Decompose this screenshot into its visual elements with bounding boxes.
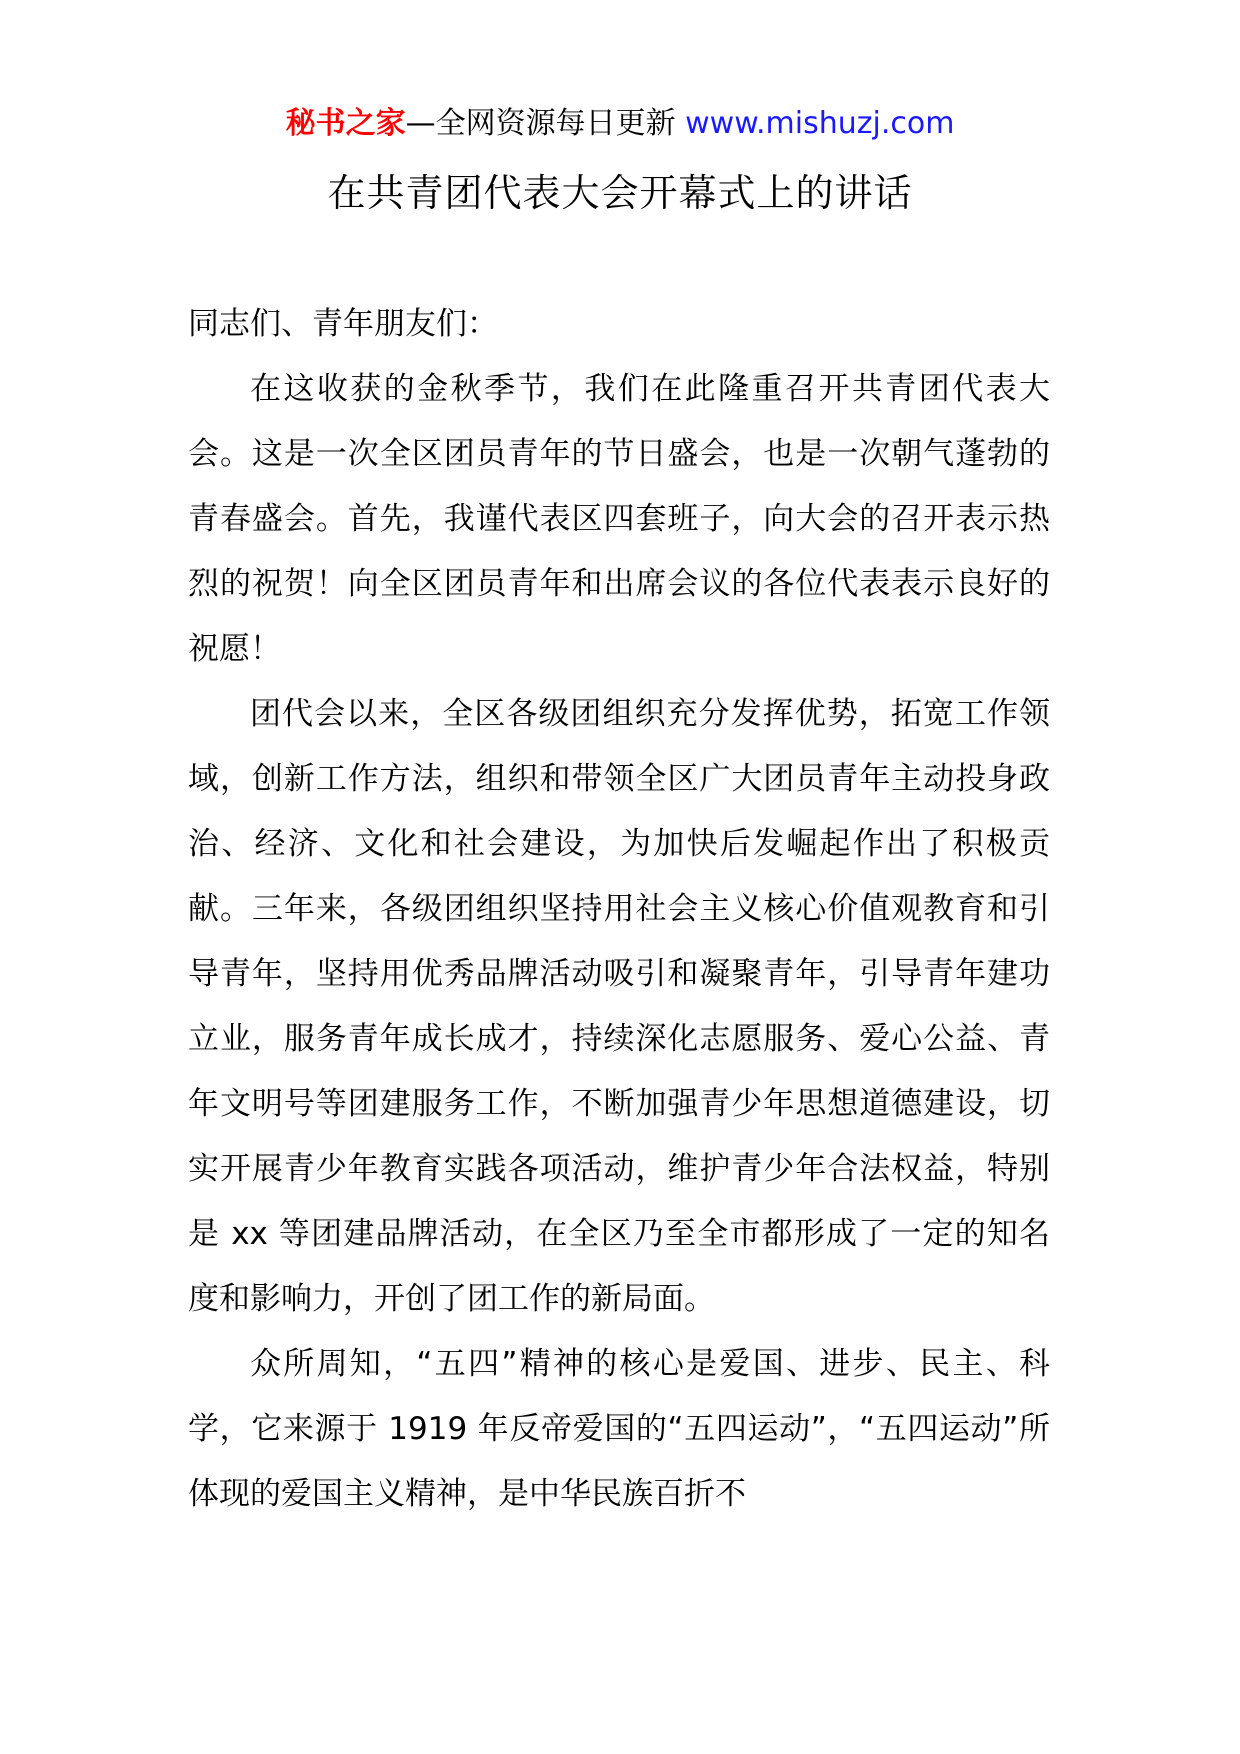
site-brand: 秘书之家 xyxy=(285,106,406,141)
paragraph-3: 众所周知，“五四”精神的核心是爱国、进步、民主、科学，它来源于 1919 年反帝爱国的“五四运动”，“五四运动”所体现的爱国主义精神，是中华民族百折不 xyxy=(188,1346,1050,1512)
paragraph-2: 团代会以来，全区各级团组织充分发挥优势，拓宽工作领域，创新工作方法，组织和带领全区广大团员青年主动投身政治、经济、文化和社会建设，为加快后发崛起作出了积极贡献。三年来，各级团组织坚持用社会主义核心价值观教育和引导青年，坚持用优秀品牌活动吸引和凝聚青年，引导青年建功立业，服务青年成长成才，持续深化志愿服务、爱心公益、青年文明号等团建服务工作，不断加强青少年思想道德建设，切实开展青少年教育实践各项活动，维护青少年合法权益，特别是 xx 等团建品牌活动，在全区乃至全市都形成了一定的知名度和影响力，开创了团工作的新局面。 xyxy=(188,696,1050,1317)
site-url[interactable]: www.mishuzj.com xyxy=(685,106,955,141)
salutation: 同志们、青年朋友们： xyxy=(188,306,498,342)
document-body xyxy=(188,292,1050,1527)
site-tagline: —全网资源每日更新 xyxy=(405,106,686,141)
paragraph-1: 在这收获的金秋季节，我们在此隆重召开共青团代表大会。这是一次全区团员青年的节日盛会，也是一次朝气蓬勃的青春盛会。首先，我谨代表区四套班子，向大会的召开表示热烈的祝贺！向全区团员青年和出席会议的各位代表表示良好的祝愿！ xyxy=(188,371,1050,667)
document-title: 在共青团代表大会开幕式上的讲话 xyxy=(327,171,913,215)
site-header xyxy=(0,104,1240,144)
